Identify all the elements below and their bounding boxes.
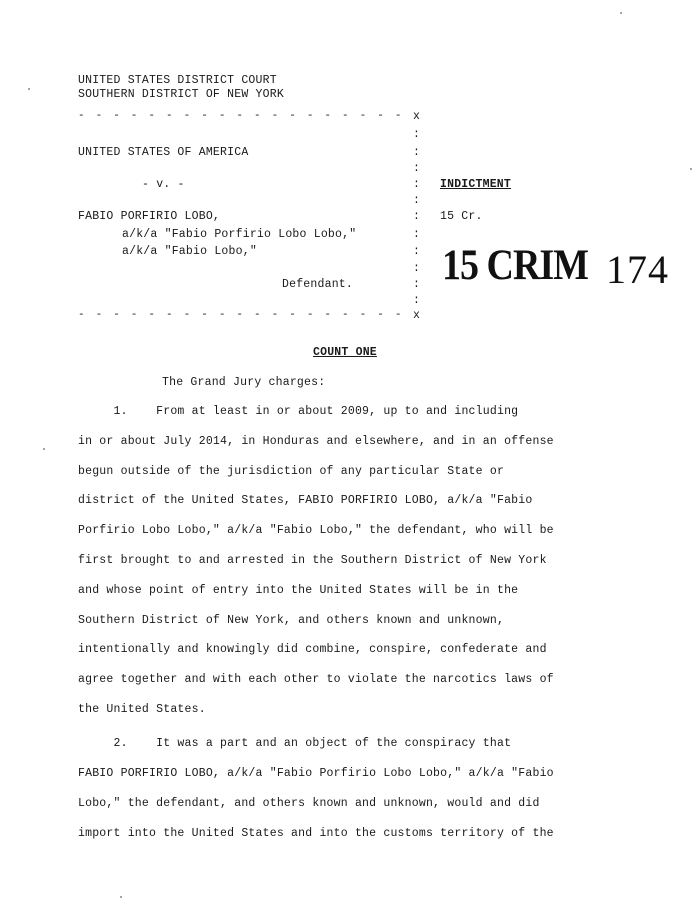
caption-colon: : bbox=[413, 278, 421, 291]
caption-colon: : bbox=[413, 294, 421, 307]
court-name-line2: SOUTHERN DISTRICT OF NEW YORK bbox=[78, 88, 284, 101]
scan-speck bbox=[28, 88, 30, 90]
caption-colon: : bbox=[413, 210, 421, 223]
defendant-aka-2: a/k/a "Fabio Lobo," bbox=[122, 245, 257, 258]
body-text-line: FABIO PORFIRIO LOBO, a/k/a "Fabio Porfirio Lobo Lobo," a/k/a "Fabio bbox=[78, 767, 554, 780]
body-text-line: district of the United States, FABIO PORFIRIO LOBO, a/k/a "Fabio bbox=[78, 494, 533, 508]
scan-speck bbox=[120, 896, 122, 898]
body-text-line: Lobo," the defendant, and others known and unknown, would and did bbox=[78, 797, 540, 810]
caption-colon: : bbox=[413, 194, 421, 207]
defendant-aka-1: a/k/a "Fabio Porfirio Lobo Lobo," bbox=[122, 228, 357, 241]
body-text-line: in or about July 2014, in Honduras and elsewhere, and in an offense bbox=[78, 434, 554, 448]
body-text-line: 2. It was a part and an object of the conspiracy that bbox=[78, 737, 512, 750]
body-text-line: begun outside of the jurisdiction of any particular State or bbox=[78, 464, 505, 478]
caption-bottom-rule-end: x bbox=[413, 309, 421, 322]
scan-speck bbox=[690, 168, 692, 170]
body-text-line: first brought to and arrested in the Southern District of New York bbox=[78, 554, 547, 567]
body-text-line: 1. From at least in or about 2009, up to and including bbox=[78, 405, 519, 418]
indictment-title: INDICTMENT bbox=[440, 178, 512, 191]
body-text-line: agree together and with each other to violate the narcotics laws of bbox=[78, 673, 554, 687]
body-text-line: intentionally and knowingly did combine, conspire, confederate and bbox=[78, 643, 547, 657]
court-name-line1: UNITED STATES DISTRICT COURT bbox=[78, 74, 277, 87]
caption-colon: : bbox=[413, 245, 421, 258]
scan-speck bbox=[43, 448, 45, 450]
versus-label: - v. - bbox=[142, 178, 185, 191]
caption-colon: : bbox=[413, 262, 421, 275]
caption-colon: : bbox=[413, 228, 421, 241]
body-text-line: and whose point of entry into the United States will be in the bbox=[78, 583, 519, 597]
case-stamp-text: 15 CRIM bbox=[442, 241, 589, 290]
caption-colon: : bbox=[413, 128, 421, 141]
count-heading: COUNT ONE bbox=[313, 346, 377, 359]
plaintiff-name: UNITED STATES OF AMERICA bbox=[78, 146, 249, 159]
caption-colon: : bbox=[413, 178, 421, 191]
caption-top-rule-end: x bbox=[413, 110, 421, 123]
case-number-prefix: 15 Cr. bbox=[440, 210, 483, 223]
body-text-line: import into the United States and into the customs territory of the bbox=[78, 827, 554, 840]
scan-speck bbox=[620, 12, 622, 14]
charges-intro: The Grand Jury charges: bbox=[162, 376, 326, 389]
caption-colon: : bbox=[413, 146, 421, 159]
defendant-label: Defendant. bbox=[282, 278, 354, 291]
caption-colon: : bbox=[413, 162, 421, 175]
body-text-line: the United States. bbox=[78, 703, 206, 716]
case-stamp-number: 174 bbox=[606, 247, 669, 292]
caption-bottom-rule: - - - - - - - - - - - - - - - - - - - bbox=[78, 309, 404, 321]
caption-top-rule: - - - - - - - - - - - - - - - - - - - bbox=[78, 110, 404, 122]
defendant-name: FABIO PORFIRIO LOBO, bbox=[78, 210, 221, 223]
body-text-line: Southern District of New York, and others known and unknown, bbox=[78, 613, 505, 627]
body-text-line: Porfirio Lobo Lobo," a/k/a "Fabio Lobo," the defendant, who will be bbox=[78, 524, 554, 538]
